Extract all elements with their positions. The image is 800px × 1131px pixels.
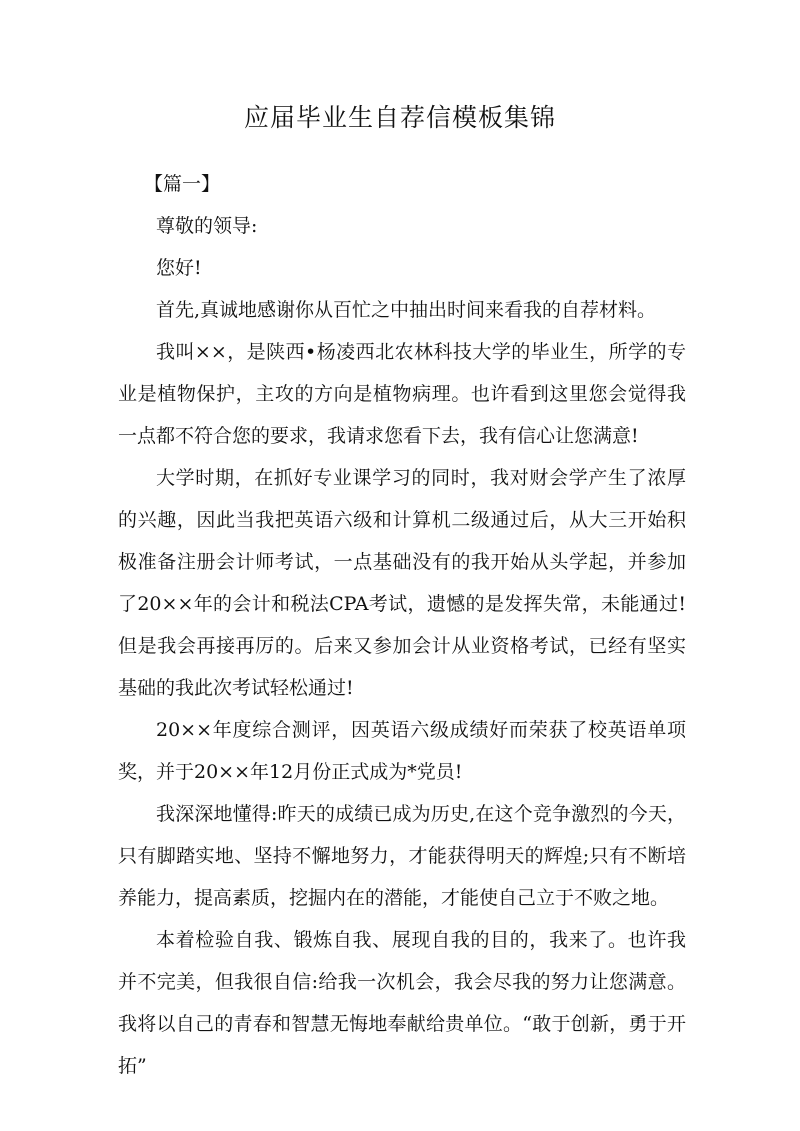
- paragraph: 大学时期，在抓好专业课学习的同时，我对财会学产生了浓厚的兴趣，因此当我把英语六级和计算机二级通过后，从大三开始积极准备注册会计师考试，一点基础没有的我开始从头学起，并参加了20××年的会计和税法CPA考试，遗憾的是发挥失常，未能通过!但是我会再接再厉的。后来又参加会计从业资格考试，已经有坚实基础的我此次考试轻松通过!: [118, 467, 686, 699]
- section-heading: 【篇一】: [144, 173, 221, 195]
- paragraph: 我深深地懂得:昨天的成绩已成为历史,在这个竞争激烈的今天，只有脚踏实地、坚持不懈地努力，才能获得明天的辉煌;只有不断培养能力，提高素质，挖掘内在的潜能，才能使自己立于不败之地。: [118, 803, 686, 909]
- paragraph: 20××年度综合测评，因英语六级成绩好而荣获了校英语单项奖，并于20××年12月份正式成为*党员!: [118, 719, 686, 783]
- salutation: 尊敬的领导:: [156, 215, 258, 237]
- paragraph: 我叫××，是陕西•杨凌西北农林科技大学的毕业生，所学的专业是植物保护，主攻的方向是植物病理。也许看到这里您会觉得我一点都不符合您的要求，我请求您看下去，我有信心让您满意!: [118, 341, 686, 447]
- document-body: [118, 163, 686, 1087]
- paragraph: 首先,真诚地感谢你从百忙之中抽出时间来看我的自荐材料。: [156, 299, 657, 321]
- greeting: 您好!: [156, 257, 202, 279]
- paragraph: 本着检验自我、锻炼自我、展现自我的目的，我来了。也许我并不完美，但我很自信:给我一次机会，我会尽我的努力让您满意。我将以自己的青春和智慧无悔地奉献给贵单位。“敢于创新，勇于开拓”: [118, 929, 686, 1077]
- document-title: 应届毕业生自荐信模板集锦: [243, 103, 556, 132]
